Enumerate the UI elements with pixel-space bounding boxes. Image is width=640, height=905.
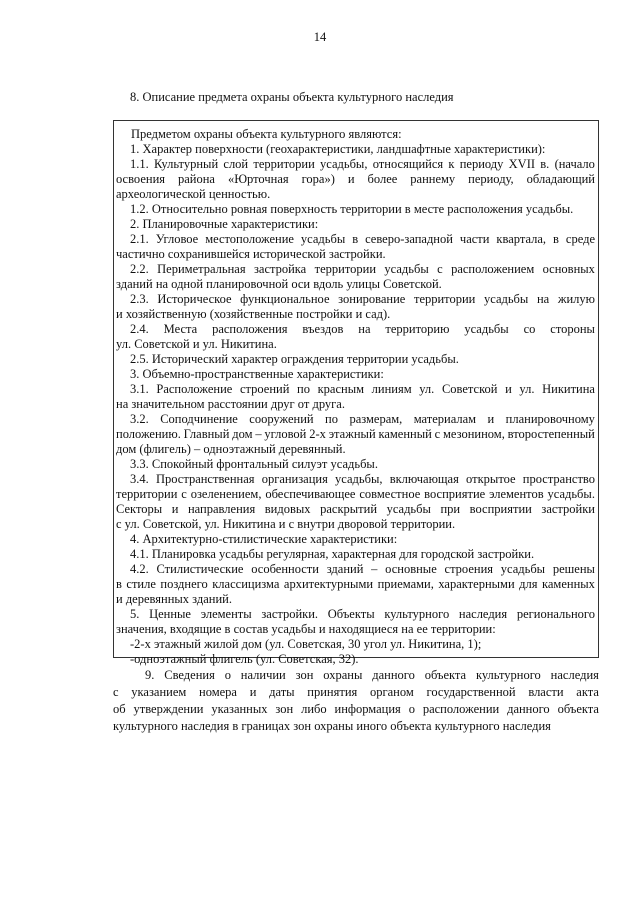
box-text-line: 2.5. Исторический характер ограждения территории усадьбы.: [130, 352, 459, 366]
box-text-line: 1. Характер поверхности (геохарактеристики, ландшафтные характеристики):: [130, 142, 546, 156]
box-text-line: археологической ценностью.: [116, 187, 271, 201]
box-text-line: с ул. Советской, ул. Никитина и с внутри дворовой территории.: [116, 517, 456, 531]
box-text-line: 1.1. Культурный слой территории усадьбы, относящийся к периоду XVII в. (начало: [130, 157, 595, 171]
box-text-line: ул. Советской и ул. Никитина.: [116, 337, 277, 351]
box-text-line: Предметом охраны объекта культурного являются:: [131, 127, 402, 141]
box-text-line: частично сохранившейся исторической застройки.: [116, 247, 386, 261]
section-9-text-line: об утверждении указанных зон либо информация о расположении данного объекта: [113, 702, 599, 716]
box-text-line: 2.3. Историческое функциональное зонирование территории усадьбы на жилую: [130, 292, 595, 306]
box-text-line: 3. Объемно-пространственные характеристики:: [130, 367, 384, 381]
box-text-line: -одноэтажный флигель (ул. Советская, 32).: [130, 652, 359, 666]
section-9-text-line: 9. Сведения о наличии зон охраны данного объекта культурного наследия: [145, 668, 599, 682]
section-8-heading: 8. Описание предмета охраны объекта культурного наследия: [130, 90, 454, 104]
box-text-line: дом (флигель) – одноэтажный деревянный.: [116, 442, 346, 456]
box-text-line: в стиле позднего классицизма архитектурными приемами, характерными для каменных: [116, 577, 595, 591]
section-9-text-line: культурного наследия в границах зон охраны иного объекта культурного наследия: [113, 719, 551, 733]
box-text-line: -2-х этажный жилой дом (ул. Советская, 30 угол ул. Никитина, 1);: [130, 637, 482, 651]
page-number: 14: [313, 30, 327, 44]
box-text-line: положению. Главный дом – угловой 2-х этажный каменный с мезонином, второстепенный: [116, 427, 595, 441]
section-9-text-line: с указанием номера и даты принятия органом государственной власти акта: [113, 685, 599, 699]
box-text-line: Секторы и направления видовых раскрытий усадьбы при восприятии застройки: [116, 502, 595, 516]
box-text-line: 3.2. Соподчинение сооружений по размерам, материалам и планировочному: [130, 412, 595, 426]
box-text-line: 1.2. Относительно ровная поверхность территории в месте расположения усадьбы.: [130, 202, 574, 216]
box-text-line: 3.4. Пространственная организация усадьбы, включающая открытое пространство: [130, 472, 595, 486]
box-text-line: территории с озеленением, обеспечивающее совместное восприятие элементов усадьбы.: [116, 487, 595, 501]
box-text-line: значения, входящие в состав усадьбы и находящиеся на ее территории:: [116, 622, 496, 636]
box-text-line: 3.3. Спокойный фронтальный силуэт усадьбы.: [130, 457, 378, 471]
box-text-line: 4.2. Стилистические особенности зданий – основные строения усадьбы решены: [130, 562, 595, 576]
box-text-line: 4. Архитектурно-стилистические характеристики:: [130, 532, 398, 546]
box-text-line: 4.1. Планировка усадьбы регулярная, характерная для городской застройки.: [130, 547, 535, 561]
box-text-line: 3.1. Расположение строений по красным линиям ул. Советской и ул. Никитина: [130, 382, 595, 396]
box-text-line: 2.2. Периметральная застройка территории усадьбы с расположением основных: [130, 262, 595, 276]
box-text-line: зданий на одной планировочной оси вдоль улицы Советской.: [116, 277, 442, 291]
box-text-line: 2.4. Места расположения въездов на территорию усадьбы со стороны: [130, 322, 595, 336]
box-text-line: 2.1. Угловое местоположение усадьбы в северо-западной части квартала, в среде: [130, 232, 595, 246]
box-text-line: и деревянных зданий.: [116, 592, 232, 606]
box-text-line: на значительном расстоянии друг от друга.: [116, 397, 345, 411]
box-text-line: 5. Ценные элементы застройки. Объекты культурного наследия регионального: [130, 607, 595, 621]
box-text-line: освоения района «Юрточная гора») и более раннему периоду, обладающий: [116, 172, 595, 186]
protection-subject-box: [113, 120, 599, 666]
box-text-line: и хозяйственную (хозяйственные постройки и сад).: [116, 307, 391, 321]
box-text-line: 2. Планировочные характеристики:: [130, 217, 319, 231]
